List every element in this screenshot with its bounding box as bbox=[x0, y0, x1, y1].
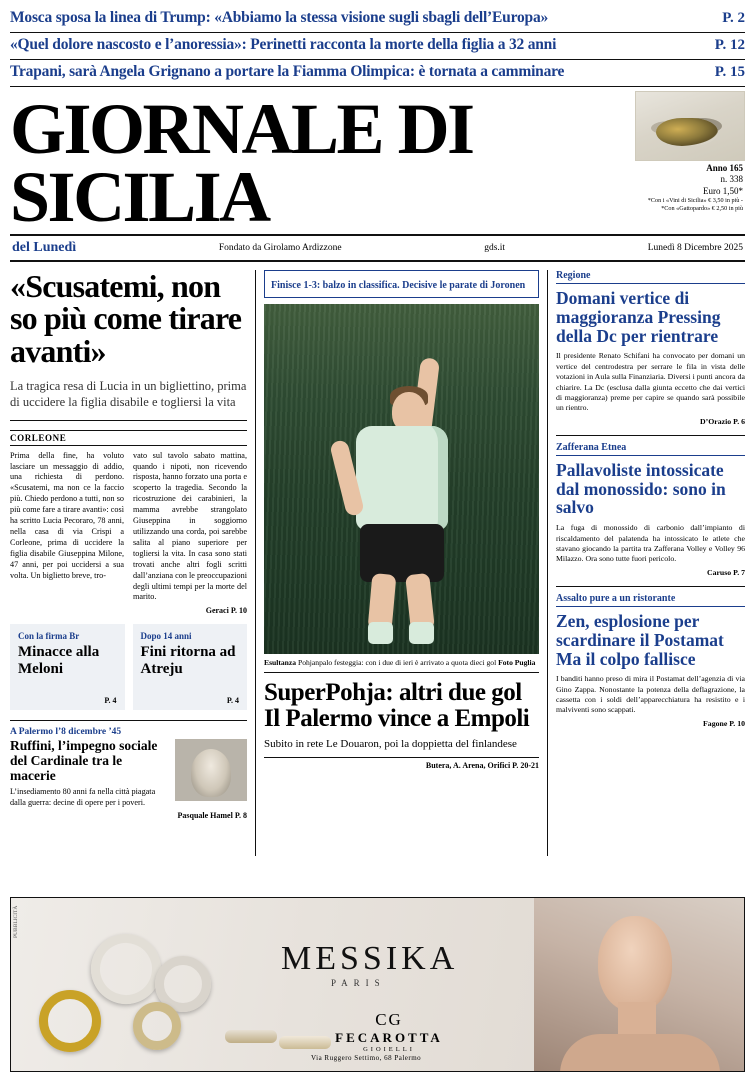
sport-byline bbox=[264, 757, 539, 770]
right-kicker: Regione bbox=[556, 270, 745, 284]
divider bbox=[556, 586, 745, 587]
sport-byline-name: Butera, A. Arena, Orifici bbox=[425, 761, 511, 771]
right-title: Zen, esplosione per scardinare il Postamat Ma il colpo fallisce bbox=[556, 610, 724, 669]
sport-subhead: Subito in rete Le Douaron, poi la doppietta del finlandese bbox=[264, 738, 517, 751]
mini-box-title: Fini ritorna ad Atreju bbox=[140, 644, 236, 677]
sport-headline[interactable]: SuperPohja: altri due gol Il Palermo vince a Empoli bbox=[264, 679, 530, 733]
top-headline-row[interactable] bbox=[10, 6, 745, 33]
left-bottom-byline-page: P. 8 bbox=[234, 811, 247, 821]
issue-date: Lunedì 8 Dicembre 2025 bbox=[647, 242, 743, 253]
mini-box[interactable] bbox=[10, 624, 125, 710]
top-headline-text: «Quel dolore nascosto e l’anoressia»: Perinetti racconta la morte della figlia a 32 anni bbox=[10, 36, 557, 53]
right-kicker: Assalto pure a un ristorante bbox=[556, 593, 745, 607]
sport-photo bbox=[264, 304, 539, 654]
right-body: Il presidente Renato Schifani ha convocato per domani un vertice del centrodestra per serrare le fila in vista delle votazioni in Aula sulla Finanziaria. Diversi i punti ancora da chiarire. La Dc (esclusa dalla giunta eccetto che dai vertici di maggioranza) preme per capire se quando sarà possibile un rientro. bbox=[556, 351, 745, 413]
photo-caption-lead: Esultanza bbox=[264, 657, 297, 667]
right-body: I banditi hanno preso di mira il Postamat dell’agenzia di via Gino Zappa. Nonostante la potenza della deflagrazione, la cassetta con i soldi dell’apparecchiatura ha resistito e i malviventi sono scappati. bbox=[556, 674, 745, 715]
masthead-note: *Con i «Vini di Sicilia» € 3,50 in più - *Con «Gattopardo» € 2,50 in più bbox=[647, 196, 743, 212]
right-byline-page: P. 7 bbox=[733, 567, 745, 577]
left-column bbox=[10, 267, 256, 856]
ad-retailer-mark: CG bbox=[375, 1010, 403, 1029]
lead-body-p1: Prima della fine, ha voluto lasciare un messaggio di addio, una richiesta di perdono. «Scusatemi, ma non ce la faccio più. Chiedo perdono a tutti, non so più come fare a tirare avanti»: così ha scritto Lucia Pecoraro, 78 anni, nella casa di via Crispi a Corleone, prima di uccidere la figlia disabile Giuseppina Milone, 47 anni, per poi uccidersi a sua volta. Un biglietto breve, tro- bbox=[10, 450, 124, 580]
lead-kicker: CORLEONE bbox=[10, 430, 247, 446]
photo-credit: Foto Puglia bbox=[498, 657, 536, 667]
right-article[interactable] bbox=[556, 442, 745, 577]
right-byline bbox=[556, 719, 745, 728]
right-article[interactable] bbox=[556, 593, 745, 728]
top-headline-page: P. 2 bbox=[722, 10, 745, 26]
top-headline-page: P. 15 bbox=[714, 64, 745, 80]
mini-box-title: Minacce alla Meloni bbox=[18, 644, 100, 677]
ad-retailer-logo bbox=[329, 1010, 449, 1053]
masthead-anno: Anno 165 bbox=[706, 163, 743, 173]
website-link[interactable]: gds.it bbox=[484, 242, 506, 253]
top-headline-row[interactable] bbox=[10, 33, 745, 60]
masthead-right bbox=[635, 91, 745, 212]
top-headlines-strip bbox=[0, 0, 755, 87]
advertisement-banner[interactable] bbox=[10, 897, 745, 1072]
divider bbox=[556, 435, 745, 436]
center-column bbox=[256, 270, 548, 856]
photo-player-figure bbox=[332, 374, 482, 639]
masthead-meta bbox=[635, 161, 745, 212]
right-title: Pallavoliste intossicate dal monossido: sono in salvo bbox=[556, 459, 726, 518]
left-bottom-byline bbox=[10, 811, 247, 820]
ad-address: Via Ruggero Settimo, 68 Palermo bbox=[311, 1054, 422, 1062]
lead-headline[interactable]: «Scusatemi, non so più come tirare avanti» bbox=[10, 267, 242, 370]
mini-box-kicker: Con la firma Br bbox=[18, 631, 80, 642]
right-byline-page: P. 6 bbox=[733, 416, 745, 426]
mini-box-group bbox=[10, 624, 247, 710]
mini-box-page: P. 4 bbox=[104, 696, 117, 706]
right-byline-name: D’Orazio bbox=[700, 416, 732, 426]
photo-caption bbox=[264, 654, 539, 673]
sport-strap-text: Finisce 1-3: balzo in classifica. Decisive le parate di Joronen bbox=[271, 279, 526, 291]
right-byline bbox=[556, 568, 745, 577]
top-headline-page: P. 12 bbox=[714, 37, 745, 53]
masthead bbox=[0, 87, 755, 238]
left-bottom-byline-name: Pasquale Hamel bbox=[177, 811, 233, 821]
ad-side-note: PUBBLICITÀ bbox=[13, 905, 19, 938]
photo-caption-text: Pohjanpalo festeggia: con i due di ieri è arrivato a quota dieci gol bbox=[297, 657, 497, 667]
ad-bracelets-image bbox=[225, 1024, 335, 1054]
top-headline-row[interactable] bbox=[10, 60, 745, 87]
right-column bbox=[548, 270, 745, 856]
right-body: La fuga di monossido di carbonio dall’impianto di riscaldamento del palatenda ha intossicato le atlete che stavano giocando la partita tra Zafferana Volley e Volley 96 Milazzo. Ora sono tutte fuori pericolo. bbox=[556, 523, 745, 564]
right-kicker: Zafferana Etnea bbox=[556, 442, 745, 456]
edition-bar bbox=[10, 234, 745, 262]
right-byline-name: Fagone bbox=[703, 718, 728, 728]
left-bottom-body: L’insediamento 80 anni fa nella città piagata dalla guerra: decine di opere per i poveri. bbox=[10, 787, 156, 807]
lead-subhead: La tragica resa di Lucia in un bigliettino, prima di uccidere la figlia disabile e togliersi la vita bbox=[10, 378, 247, 421]
ad-retailer-subtitle: GIOIELLI bbox=[363, 1046, 415, 1053]
ad-brand-name: MESSIKA bbox=[281, 940, 459, 977]
right-article[interactable] bbox=[556, 270, 745, 426]
sport-byline-page: P. 20-21 bbox=[512, 761, 539, 771]
right-byline-page: P. 10 bbox=[729, 718, 745, 728]
sport-strap-box bbox=[264, 270, 539, 298]
top-headline-text: Mosca sposa la linea di Trump: «Abbiamo la stessa visione sugli sbagli dell’Europa» bbox=[10, 9, 549, 26]
main-content-grid bbox=[0, 267, 755, 856]
mini-box-page: P. 4 bbox=[226, 696, 239, 706]
lead-body-p2: vato sul tavolo sabato mattina, quando i nipoti, non ricevendo risposta, hanno forzato una porta e scoperto la tragedia. Secondo la ricostruzione dei carabinieri, la mamma avrebbe strangolato Giuseppina in soggiorno utilizzando una corda, poi sarebbe salita al piano superiore per togliersi la vita. In casa sono stati trovati anche altri fogli scritti dall’anziana con le preoccupazioni degli ultimi tempi per la morte del marito. bbox=[133, 450, 247, 602]
lead-byline-name: Geraci bbox=[205, 606, 229, 616]
ad-retailer-name: FECAROTTA bbox=[335, 1030, 443, 1045]
left-bottom-article[interactable] bbox=[10, 720, 247, 820]
right-byline bbox=[556, 417, 745, 426]
masthead-promo-image bbox=[635, 91, 745, 161]
lead-byline bbox=[10, 606, 247, 615]
right-title: Domani vertice di maggioranza Pressing della Dc per rientrare bbox=[556, 287, 721, 346]
mini-box-kicker: Dopo 14 anni bbox=[140, 631, 192, 642]
left-bottom-title: Ruffini, l’impegno sociale del Cardinale tra le macerie bbox=[10, 738, 158, 783]
masthead-numero: n. 338 bbox=[720, 174, 743, 185]
lead-byline-page: P. 10 bbox=[230, 606, 247, 616]
left-bottom-kicker: A Palermo l’8 dicembre ’45 bbox=[10, 727, 122, 738]
edition-label: del Lunedì bbox=[12, 239, 77, 255]
right-byline-name: Caruso bbox=[706, 567, 732, 577]
lead-body bbox=[10, 451, 247, 604]
masthead-prezzo: Euro 1,50* bbox=[703, 185, 743, 196]
left-bottom-photo bbox=[175, 739, 247, 801]
top-headline-text: Trapani, sarà Angela Grignano a portare la Fiamma Olimpica: è tornata a camminare bbox=[10, 63, 565, 80]
ad-model-photo bbox=[534, 898, 744, 1071]
mini-box[interactable] bbox=[133, 624, 248, 710]
page-title: GIORNALE DI SICILIA bbox=[10, 89, 473, 238]
ad-brand-subtitle: PARIS bbox=[331, 978, 386, 988]
founder-label: Fondato da Girolamo Ardizzone bbox=[218, 242, 342, 253]
